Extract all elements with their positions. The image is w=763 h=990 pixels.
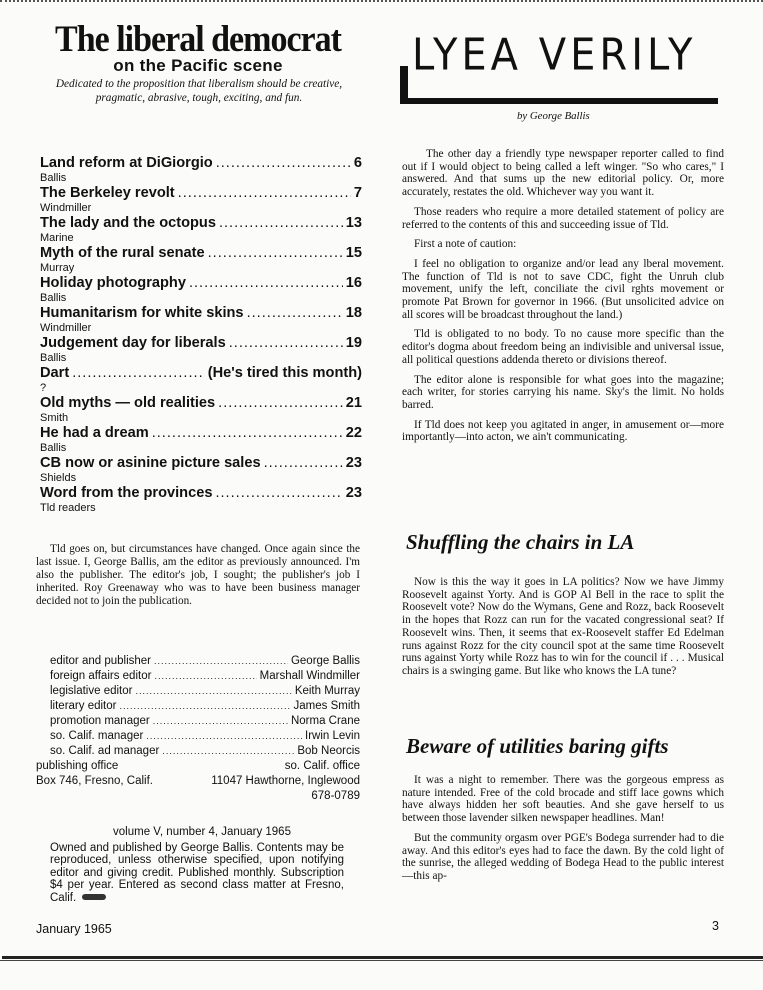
column-body bbox=[402, 148, 724, 451]
toc-page: (He's tired this month) bbox=[207, 365, 362, 381]
staff-role: legislative editor bbox=[50, 685, 133, 697]
toc-leader bbox=[264, 455, 343, 472]
toc-entry bbox=[40, 335, 362, 365]
toc-author: Smith bbox=[40, 412, 69, 424]
toc-page: 19 bbox=[345, 335, 362, 351]
staff-row bbox=[36, 684, 360, 699]
toc-author: Marine bbox=[40, 232, 74, 244]
staff-name: George Ballis bbox=[290, 655, 360, 667]
paragraph: Those readers who require a more detailed statement of policy are referred to the contents of this and succeeding issue of Tld. bbox=[402, 205, 724, 231]
toc-title: Humanitarism for white skins bbox=[40, 305, 244, 321]
paragraph: The other day a friendly type newspaper reporter called to find out if I would object to being called a left winger. "So who cares," I answered. And that sums up the new editorial policy. Or, more accurately, restates the old. Whichever way you want it. bbox=[402, 148, 724, 199]
publishing-office-label: publishing office bbox=[36, 760, 119, 772]
column-title: LYEA VERILY bbox=[412, 29, 697, 81]
toc-line bbox=[40, 275, 362, 292]
toc-title: Judgement day for liberals bbox=[40, 335, 226, 351]
toc-author: Ballis bbox=[40, 352, 67, 364]
bottom-rule bbox=[2, 956, 763, 959]
paragraph: But the community orgasm over PGE's Bodega surrender had to die away. And this editor's eyes had to face the dawn. By the cold light of the sunrise, the alleged wedding of Bodega Head to the public interest—this ap- bbox=[402, 831, 724, 882]
toc-leader bbox=[215, 485, 342, 502]
staff-leader bbox=[119, 699, 290, 714]
toc-author: Shields bbox=[40, 472, 77, 484]
paragraph: First a note of caution: bbox=[414, 238, 517, 251]
toc-leader bbox=[189, 275, 343, 292]
paragraph: It was a night to remember. There was the gorgeous empress as nature intended. Free of the cold brocade and stiff lace gowns which have always hidden her soft beauties. And she gave herself to us between those lavender silken newspaper headlines. Man! bbox=[402, 774, 724, 825]
toc-title: The Berkeley revolt bbox=[40, 185, 175, 201]
socal-address: 11047 Hawthorne, Inglewood bbox=[211, 775, 360, 787]
column-byline: by George Ballis bbox=[517, 110, 590, 122]
masthead-subtitle: on the Pacific scene bbox=[113, 56, 283, 75]
toc-line bbox=[40, 155, 362, 172]
toc-author: ? bbox=[40, 382, 47, 394]
toc-leader bbox=[178, 185, 351, 202]
toc-author: Tld readers bbox=[40, 502, 96, 514]
staff-row bbox=[36, 654, 360, 669]
toc-entry bbox=[40, 185, 362, 215]
toc-entry bbox=[40, 245, 362, 275]
toc-line bbox=[40, 365, 362, 382]
ownership-text: Owned and published by George Ballis. Contents may be reproduced, unless otherwise specified, upon notifying editor and giving credit. Published monthly. Subscription $4 per year. Entered as second class matter at Fresno, Calif. bbox=[50, 841, 344, 904]
masthead-title: The liberal democrat bbox=[55, 19, 341, 60]
toc-entry bbox=[40, 275, 362, 305]
table-of-contents bbox=[40, 155, 362, 515]
toc-page: 22 bbox=[345, 425, 362, 441]
staff-leader bbox=[162, 744, 294, 759]
staff-leader bbox=[135, 684, 291, 699]
paragraph: If Tld does not keep you agitated in anger, in amusement or—more importantly—into acton, we ain't communicating. bbox=[402, 418, 724, 444]
intro-paragraph: Tld goes on, but circumstances have changed. Once again since the last issue. I, George Ballis, am the editor as previously announced. I'm also the publisher. The editor's job, I sought; the publisher's job I inherited. Roy Greenaway who was to have been business manager decided not to join the publication. bbox=[36, 543, 360, 607]
toc-entry bbox=[40, 395, 362, 425]
toc-title: Holiday photography bbox=[40, 275, 186, 291]
toc-author: Windmiller bbox=[40, 322, 92, 334]
staff-role: literary editor bbox=[50, 700, 117, 712]
toc-title: CB now or asinine picture sales bbox=[40, 455, 261, 471]
toc-page: 16 bbox=[345, 275, 362, 291]
page-number: 3 bbox=[712, 919, 719, 933]
ink-smudge bbox=[82, 894, 106, 900]
toc-page: 15 bbox=[345, 245, 362, 261]
article-headline: Beware of utilities baring gifts bbox=[406, 734, 669, 758]
toc-line bbox=[40, 395, 362, 412]
toc-page: 7 bbox=[353, 185, 362, 201]
toc-title: Myth of the rural senate bbox=[40, 245, 205, 261]
office-addresses bbox=[36, 774, 360, 789]
paragraph: I feel no obligation to organize and/or lead any lberal movement. The function of Tld is not to save CDC, fight the Unruh club movement, unify the left, conciliate the civil rghts movement or promote Pat Brown for governor in 1966. (But unsolicited advice on all scores will be broadcast throughout the land.) bbox=[402, 257, 724, 321]
toc-title: He had a dream bbox=[40, 425, 149, 441]
staff-box bbox=[36, 654, 360, 804]
staff-leader bbox=[146, 729, 302, 744]
toc-line bbox=[40, 305, 362, 322]
column-title-underline bbox=[400, 98, 718, 104]
toc-leader bbox=[152, 425, 343, 442]
office-labels bbox=[36, 759, 360, 774]
toc-title: The lady and the octopus bbox=[40, 215, 216, 231]
toc-author: Ballis bbox=[40, 442, 67, 454]
toc-title: Land reform at DiGiorgio bbox=[40, 155, 213, 171]
toc-leader bbox=[219, 215, 343, 232]
staff-leader bbox=[154, 669, 256, 684]
bottom-rule-thin bbox=[0, 960, 763, 961]
toc-line bbox=[40, 335, 362, 352]
publishing-address: Box 746, Fresno, Calif. bbox=[36, 775, 153, 787]
ownership-statement bbox=[50, 826, 344, 904]
toc-leader bbox=[229, 335, 343, 352]
toc-leader bbox=[216, 155, 351, 172]
toc-page: 23 bbox=[345, 455, 362, 471]
top-perforation bbox=[0, 0, 763, 6]
staff-name: Marshall Windmiller bbox=[259, 670, 360, 682]
toc-title: Word from the provinces bbox=[40, 485, 213, 501]
toc-page: 6 bbox=[353, 155, 362, 171]
toc-entry bbox=[40, 425, 362, 455]
toc-title: Dart bbox=[40, 365, 70, 381]
toc-entry bbox=[40, 485, 362, 515]
staff-leader bbox=[153, 714, 288, 729]
toc-title: Old myths — old realities bbox=[40, 395, 216, 411]
socal-phone: 678-0789 bbox=[311, 790, 360, 802]
staff-role: foreign affairs editor bbox=[50, 670, 152, 682]
toc-entry bbox=[40, 215, 362, 245]
toc-entry bbox=[40, 365, 362, 395]
article-body bbox=[402, 576, 724, 685]
paragraph: The editor alone is responsible for what goes into the magazine; each writer, for stories carrying his name. Sky's the limit. No holds barred. bbox=[402, 373, 724, 411]
toc-line bbox=[40, 485, 362, 502]
toc-leader bbox=[72, 365, 205, 382]
footer-date: January 1965 bbox=[36, 922, 112, 936]
toc-entry bbox=[40, 455, 362, 485]
staff-list bbox=[36, 654, 360, 759]
masthead-dedication: Dedicated to the proposition that liberalism should be creative, pragmatic, abrasive, tough, exciting, and fun. bbox=[55, 78, 343, 104]
staff-leader bbox=[154, 654, 288, 669]
toc-author: Windmiller bbox=[40, 202, 92, 214]
toc-author: Ballis bbox=[40, 292, 67, 304]
toc-page: 21 bbox=[345, 395, 362, 411]
toc-entry bbox=[40, 305, 362, 335]
article-headline: Shuffling the chairs in LA bbox=[406, 530, 635, 554]
staff-row bbox=[36, 729, 360, 744]
toc-author: Murray bbox=[40, 262, 75, 274]
toc-page: 23 bbox=[345, 485, 362, 501]
staff-row bbox=[36, 699, 360, 714]
staff-role: editor and publisher bbox=[50, 655, 152, 667]
staff-role: so. Calif. ad manager bbox=[50, 745, 160, 757]
staff-name: Bob Neorcis bbox=[297, 745, 360, 757]
toc-line bbox=[40, 245, 362, 262]
toc-line bbox=[40, 185, 362, 202]
toc-leader bbox=[218, 395, 343, 412]
staff-name: James Smith bbox=[293, 700, 360, 712]
staff-role: so. Calif. manager bbox=[50, 730, 144, 742]
toc-leader bbox=[208, 245, 343, 262]
staff-name: Keith Murray bbox=[294, 685, 360, 697]
paragraph: Tld is obligated to no body. To no cause more specific than the editor's dogma about freedom being an indivisible and universal issue, all political questions addenda thereto or divisions thereof. bbox=[402, 328, 724, 366]
staff-row bbox=[36, 714, 360, 729]
staff-role: promotion manager bbox=[50, 715, 150, 727]
toc-line bbox=[40, 455, 362, 472]
toc-leader bbox=[247, 305, 343, 322]
staff-name: Irwin Levin bbox=[305, 730, 360, 742]
toc-line bbox=[40, 425, 362, 442]
volume-line: volume V, number 4, January 1965 bbox=[113, 826, 291, 838]
toc-entry bbox=[40, 155, 362, 185]
staff-row bbox=[36, 744, 360, 759]
article-body bbox=[402, 774, 724, 890]
toc-page: 13 bbox=[345, 215, 362, 231]
toc-page: 18 bbox=[345, 305, 362, 321]
staff-name: Norma Crane bbox=[290, 715, 360, 727]
toc-line bbox=[40, 215, 362, 232]
paragraph: Now is this the way it goes in LA politics? Now we have Jimmy Roosevelt against Yorty. And is GOP Al Bell in the race to split the Roosevelt vote? Now do the Wymans, Gene and Rozz, back Roosevelt in the hopes that Rozz can run for the vacated congressional seat? If Roosevelt wins. Then, it seems that ex-Roosevelt staffer Ed Edelman runs against Rozz for the city council spot at the same time Roosevelt runs against Yorty while Rozz has to win for the council if . . . Musical chairs is a swinging game. But like who knows the LA tune? bbox=[402, 576, 724, 677]
staff-row bbox=[36, 669, 360, 684]
toc-author: Ballis bbox=[40, 172, 67, 184]
socal-office-label: so. Calif. office bbox=[284, 760, 360, 772]
